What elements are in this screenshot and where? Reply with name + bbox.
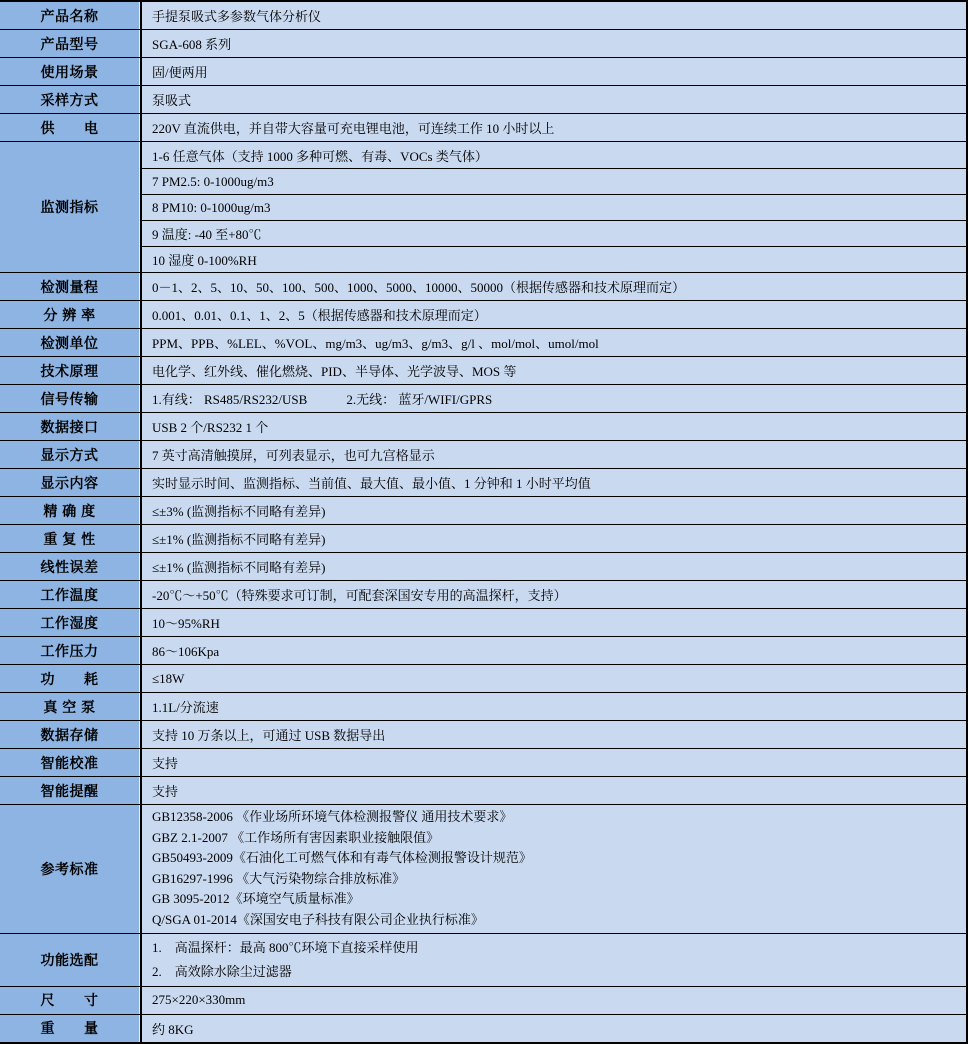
row-value-area [140, 497, 966, 524]
table-row [0, 441, 966, 469]
row-value-area [140, 114, 966, 141]
row-label: 使用场景 [0, 58, 140, 85]
row-label: 精 确 度 [0, 497, 140, 524]
table-row [0, 58, 966, 86]
row-value-area [140, 357, 966, 384]
row-value-area [140, 469, 966, 496]
row-value: 0.001、0.01、0.1、1、2、5（根据传感器和技术原理而定） [152, 308, 487, 323]
table-row [0, 142, 966, 273]
row-label: 真 空 泵 [0, 693, 140, 720]
table-row [0, 1015, 966, 1042]
row-value-area [140, 934, 966, 986]
row-value: 10～95%RH [152, 616, 220, 631]
row-label: 功 耗 [0, 665, 140, 692]
row-line: 2. 高效除水除尘过滤器 [152, 963, 292, 979]
row-value: 86～106Kpa [152, 644, 220, 659]
row-label: 智能校准 [0, 749, 140, 776]
row-label: 技术原理 [0, 357, 140, 384]
row-line: GB16297-1996 《大气污染物综合排放标准》 [152, 870, 406, 886]
row-value-area [140, 273, 966, 300]
table-row [0, 469, 966, 497]
row-label: 产品名称 [0, 2, 140, 29]
row-value-area [140, 413, 966, 440]
row-value: 支持 [152, 756, 179, 771]
row-label: 重 量 [0, 1015, 140, 1042]
row-value-area [140, 58, 966, 85]
row-value-area [140, 385, 966, 412]
row-value-area [140, 1015, 966, 1042]
row-value-area [140, 777, 966, 804]
table-row [0, 805, 966, 934]
row-value: ≤±3% (监测指标不同略有差异) [152, 504, 326, 519]
row-label: 检测量程 [0, 273, 140, 300]
row-value: ≤18W [152, 670, 185, 686]
row-label: 工作温度 [0, 581, 140, 608]
row-value: 电化学、红外线、催化燃烧、PID、半导体、光学波导、MOS 等 [152, 364, 517, 379]
row-label: 数据接口 [0, 413, 140, 440]
row-value: 约 8KG [152, 1021, 194, 1037]
row-value: 实时显示时间、监测指标、当前值、最大值、最小值、1 分钟和 1 小时平均值 [152, 476, 591, 491]
row-value-area [140, 553, 966, 580]
row-value-area [140, 142, 966, 272]
table-row [0, 86, 966, 114]
table-row [0, 609, 966, 637]
table-row [0, 385, 966, 413]
table-row [0, 413, 966, 441]
row-value: 1.有线： RS485/RS232/USB 2.无线： 蓝牙/WIFI/GPRS [152, 392, 493, 407]
row-line: GBZ 2.1-2007 《工作场所有害因素职业接触限值》 [152, 829, 440, 845]
row-value: SGA-608 系列 [152, 37, 232, 52]
row-value-area [140, 30, 966, 57]
table-row [0, 749, 966, 777]
row-subvalue: 9 温度: -40 至+80℃ [142, 220, 966, 246]
table-row [0, 553, 966, 581]
row-label: 监测指标 [0, 142, 140, 272]
row-value: -20℃～+50℃（特殊要求可订制，可配套深国安专用的高温探杆，支持） [152, 588, 567, 603]
row-value-area [140, 301, 966, 328]
row-value: 0－1、2、5、10、50、100、500、1000、5000、10000、50000（根据传感器和技术原理而定） [152, 280, 686, 295]
row-value-area [140, 665, 966, 692]
table-row [0, 2, 966, 30]
row-value: ≤±1% (监测指标不同略有差异) [152, 560, 326, 575]
row-line: GB 3095-2012《环境空气质量标准》 [152, 891, 360, 907]
table-row [0, 273, 966, 301]
row-line: 1. 高温探杆：最高 800℃环境下直接采样使用 [152, 939, 419, 955]
row-value: 275×220×330mm [152, 992, 246, 1008]
row-label: 采样方式 [0, 86, 140, 113]
row-label: 检测单位 [0, 329, 140, 356]
row-label: 线性误差 [0, 553, 140, 580]
row-value-area [140, 441, 966, 468]
row-value: 220V 直流供电，并自带大容量可充电锂电池，可连续工作 10 小时以上 [152, 121, 555, 136]
row-label: 参考标准 [0, 805, 140, 933]
row-value: 支持 10 万条以上，可通过 USB 数据导出 [152, 728, 386, 743]
table-row [0, 114, 966, 142]
table-row [0, 30, 966, 58]
table-row [0, 357, 966, 385]
table-row [0, 987, 966, 1015]
row-line: GB12358-2006 《作业场所环境气体检测报警仪 通用技术要求》 [152, 809, 513, 824]
row-value: 泵吸式 [152, 93, 192, 108]
table-row [0, 721, 966, 749]
row-line: GB50493-2009《石油化工可燃气体和有毒气体检测报警设计规范》 [152, 850, 532, 866]
row-value: 1.1L/分流速 [152, 700, 219, 715]
row-subvalue: 8 PM10: 0-1000ug/m3 [142, 194, 966, 220]
row-value: ≤±1% (监测指标不同略有差异) [152, 532, 326, 547]
row-label: 产品型号 [0, 30, 140, 57]
row-value: 固/便两用 [152, 65, 208, 80]
row-label: 工作压力 [0, 637, 140, 664]
row-value-area [140, 805, 966, 933]
row-subvalue: 7 PM2.5: 0-1000ug/m3 [142, 168, 966, 194]
row-value: PPM、PPB、%LEL、%VOL、mg/m3、ug/m3、g/m3、g/l 、mol/mol、umol/mol [152, 336, 599, 351]
row-value-area [140, 329, 966, 356]
row-value-area [140, 637, 966, 664]
row-label: 工作湿度 [0, 609, 140, 636]
row-value-area [140, 693, 966, 720]
row-subvalue: 1-6 任意气体（支持 1000 多种可燃、有毒、VOCs 类气体） [152, 148, 488, 164]
row-label: 显示内容 [0, 469, 140, 496]
row-value-area [140, 525, 966, 552]
row-label: 信号传输 [0, 385, 140, 412]
row-value-area [140, 721, 966, 748]
row-value: 手提泵吸式多参数气体分析仪 [152, 9, 322, 24]
table-row [0, 581, 966, 609]
row-label: 数据存储 [0, 721, 140, 748]
table-row [0, 637, 966, 665]
row-label: 供 电 [0, 114, 140, 141]
row-label: 显示方式 [0, 441, 140, 468]
table-row [0, 301, 966, 329]
row-value: USB 2 个/RS232 1 个 [152, 420, 269, 435]
row-line: Q/SGA 01-2014《深国安电子科技有限公司企业执行标准》 [152, 911, 484, 927]
row-label: 重 复 性 [0, 525, 140, 552]
table-row [0, 525, 966, 553]
row-value-area [140, 2, 966, 29]
row-label: 智能提醒 [0, 777, 140, 804]
row-value-area [140, 749, 966, 776]
table-row [0, 665, 966, 693]
row-value: 支持 [152, 784, 179, 799]
row-label: 功能选配 [0, 934, 140, 986]
row-value-area [140, 581, 966, 608]
row-subvalue: 10 湿度 0-100%RH [142, 246, 966, 272]
row-value: 7 英寸高清触摸屏，可列表显示，也可九宫格显示 [152, 448, 435, 463]
row-value-area [140, 86, 966, 113]
row-label: 尺 寸 [0, 987, 140, 1014]
table-row [0, 497, 966, 525]
table-row [0, 693, 966, 721]
row-value-area [140, 609, 966, 636]
row-multiline-value [142, 934, 966, 986]
row-multiline-value [142, 805, 966, 933]
table-row [0, 777, 966, 805]
table-row [0, 934, 966, 987]
row-label: 分 辨 率 [0, 301, 140, 328]
table-row [0, 329, 966, 357]
